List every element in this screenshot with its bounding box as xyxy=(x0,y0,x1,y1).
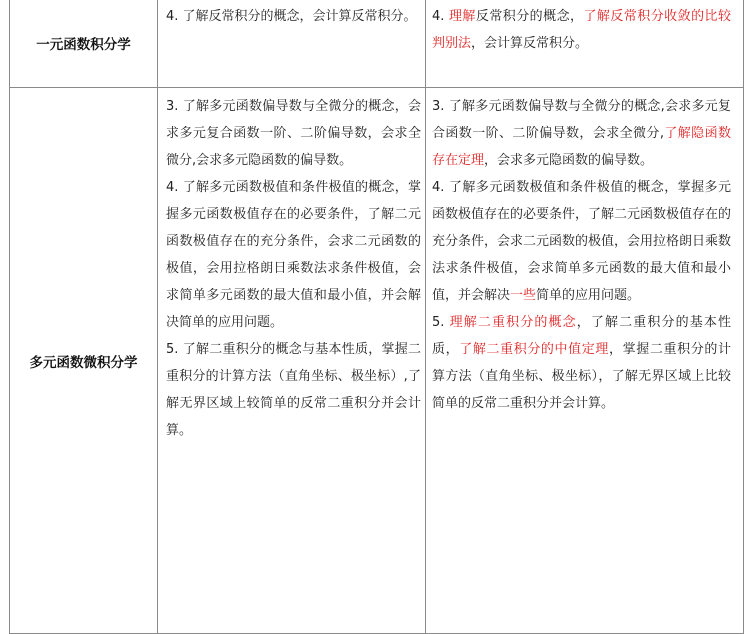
requirement-text: ，了解二重积分的基本性质， xyxy=(432,315,731,357)
highlighted-change-text: 理解二重积分的概念 xyxy=(449,315,577,330)
table-row xyxy=(10,0,744,88)
requirement-paragraph xyxy=(432,174,731,309)
table-row xyxy=(10,88,744,634)
requirement-paragraph xyxy=(432,309,731,417)
requirement-text: ，会求多元隐函数的偏导数。 xyxy=(484,153,654,168)
requirement-text: 4. 了解多元函数极值和条件极值的概念，掌握多元函数极值存在的必要条件，了解二元函数极值存在的充分条件，会求二元函数的极值，会用拉格朗日乘数法求条件极值，会求简单多元函数的最大值和最小值，并会解决 xyxy=(432,180,732,303)
highlighted-change-text: 了解反常积分收敛的比较判别法 xyxy=(432,9,731,51)
requirement-text: 4. 了解多元函数极值和条件极值的概念，掌握多元函数极值存在的必要条件，了解二元函数极值存在的充分条件，会求二元函数的极值，会用拉格朗日乘数法求条件极值，会求简单多元函数的最大值和最小值，并会解决简单的应用问题。 xyxy=(166,180,421,330)
requirement-text: 3. 了解多元函数偏导数与全微分的概念,会求多元复合函数一阶、二阶偏导数，会求全微分, xyxy=(432,99,731,141)
requirement-paragraph xyxy=(432,93,731,174)
old-requirements-cell xyxy=(158,0,426,88)
topic-cell: 一元函数积分学 xyxy=(10,0,158,88)
old-requirements-cell xyxy=(158,88,426,634)
new-requirements-cell xyxy=(426,0,744,88)
requirement-text: ，掌握二重积分的计算方法（直角坐标、极坐标），了解无界区域上比较简单的反常二重积分并会计算。 xyxy=(432,342,731,411)
requirement-paragraph xyxy=(166,93,421,174)
topic-cell: 多元函数微积分学 xyxy=(10,88,158,634)
highlighted-change-text: 一些 xyxy=(510,288,537,303)
requirement-text: 3. 了解多元函数偏导数与全微分的概念，会求多元复合函数一阶、二阶偏导数，会求全微分,会求多元隐函数的偏导数。 xyxy=(166,99,421,168)
requirement-paragraph xyxy=(432,3,731,57)
requirement-text: 4. 了解反常积分的概念，会计算反常积分。 xyxy=(166,9,417,24)
highlighted-change-text: 了解隐函数存在定理 xyxy=(432,126,731,168)
requirement-paragraph xyxy=(166,336,421,444)
new-requirements-cell xyxy=(426,88,744,634)
highlighted-change-text: 了解二重积分的中值定理 xyxy=(459,342,610,357)
requirement-text: 4. xyxy=(432,9,449,24)
requirement-text: 反常积分的概念， xyxy=(475,9,584,24)
requirement-text: 5. 了解二重积分的概念与基本性质，掌握二重积分的计算方法（直角坐标、极坐标）,了解无界区域上较简单的反常二重积分并会计算。 xyxy=(166,342,421,438)
requirement-text: ，会计算反常积分。 xyxy=(471,36,589,51)
requirement-paragraph xyxy=(166,3,421,30)
highlighted-change-text: 理解 xyxy=(448,9,476,24)
syllabus-comparison-table xyxy=(9,0,744,634)
requirement-text: 简单的应用问题。 xyxy=(536,288,641,303)
requirement-text: 5. xyxy=(432,315,450,330)
requirement-paragraph xyxy=(166,174,421,336)
